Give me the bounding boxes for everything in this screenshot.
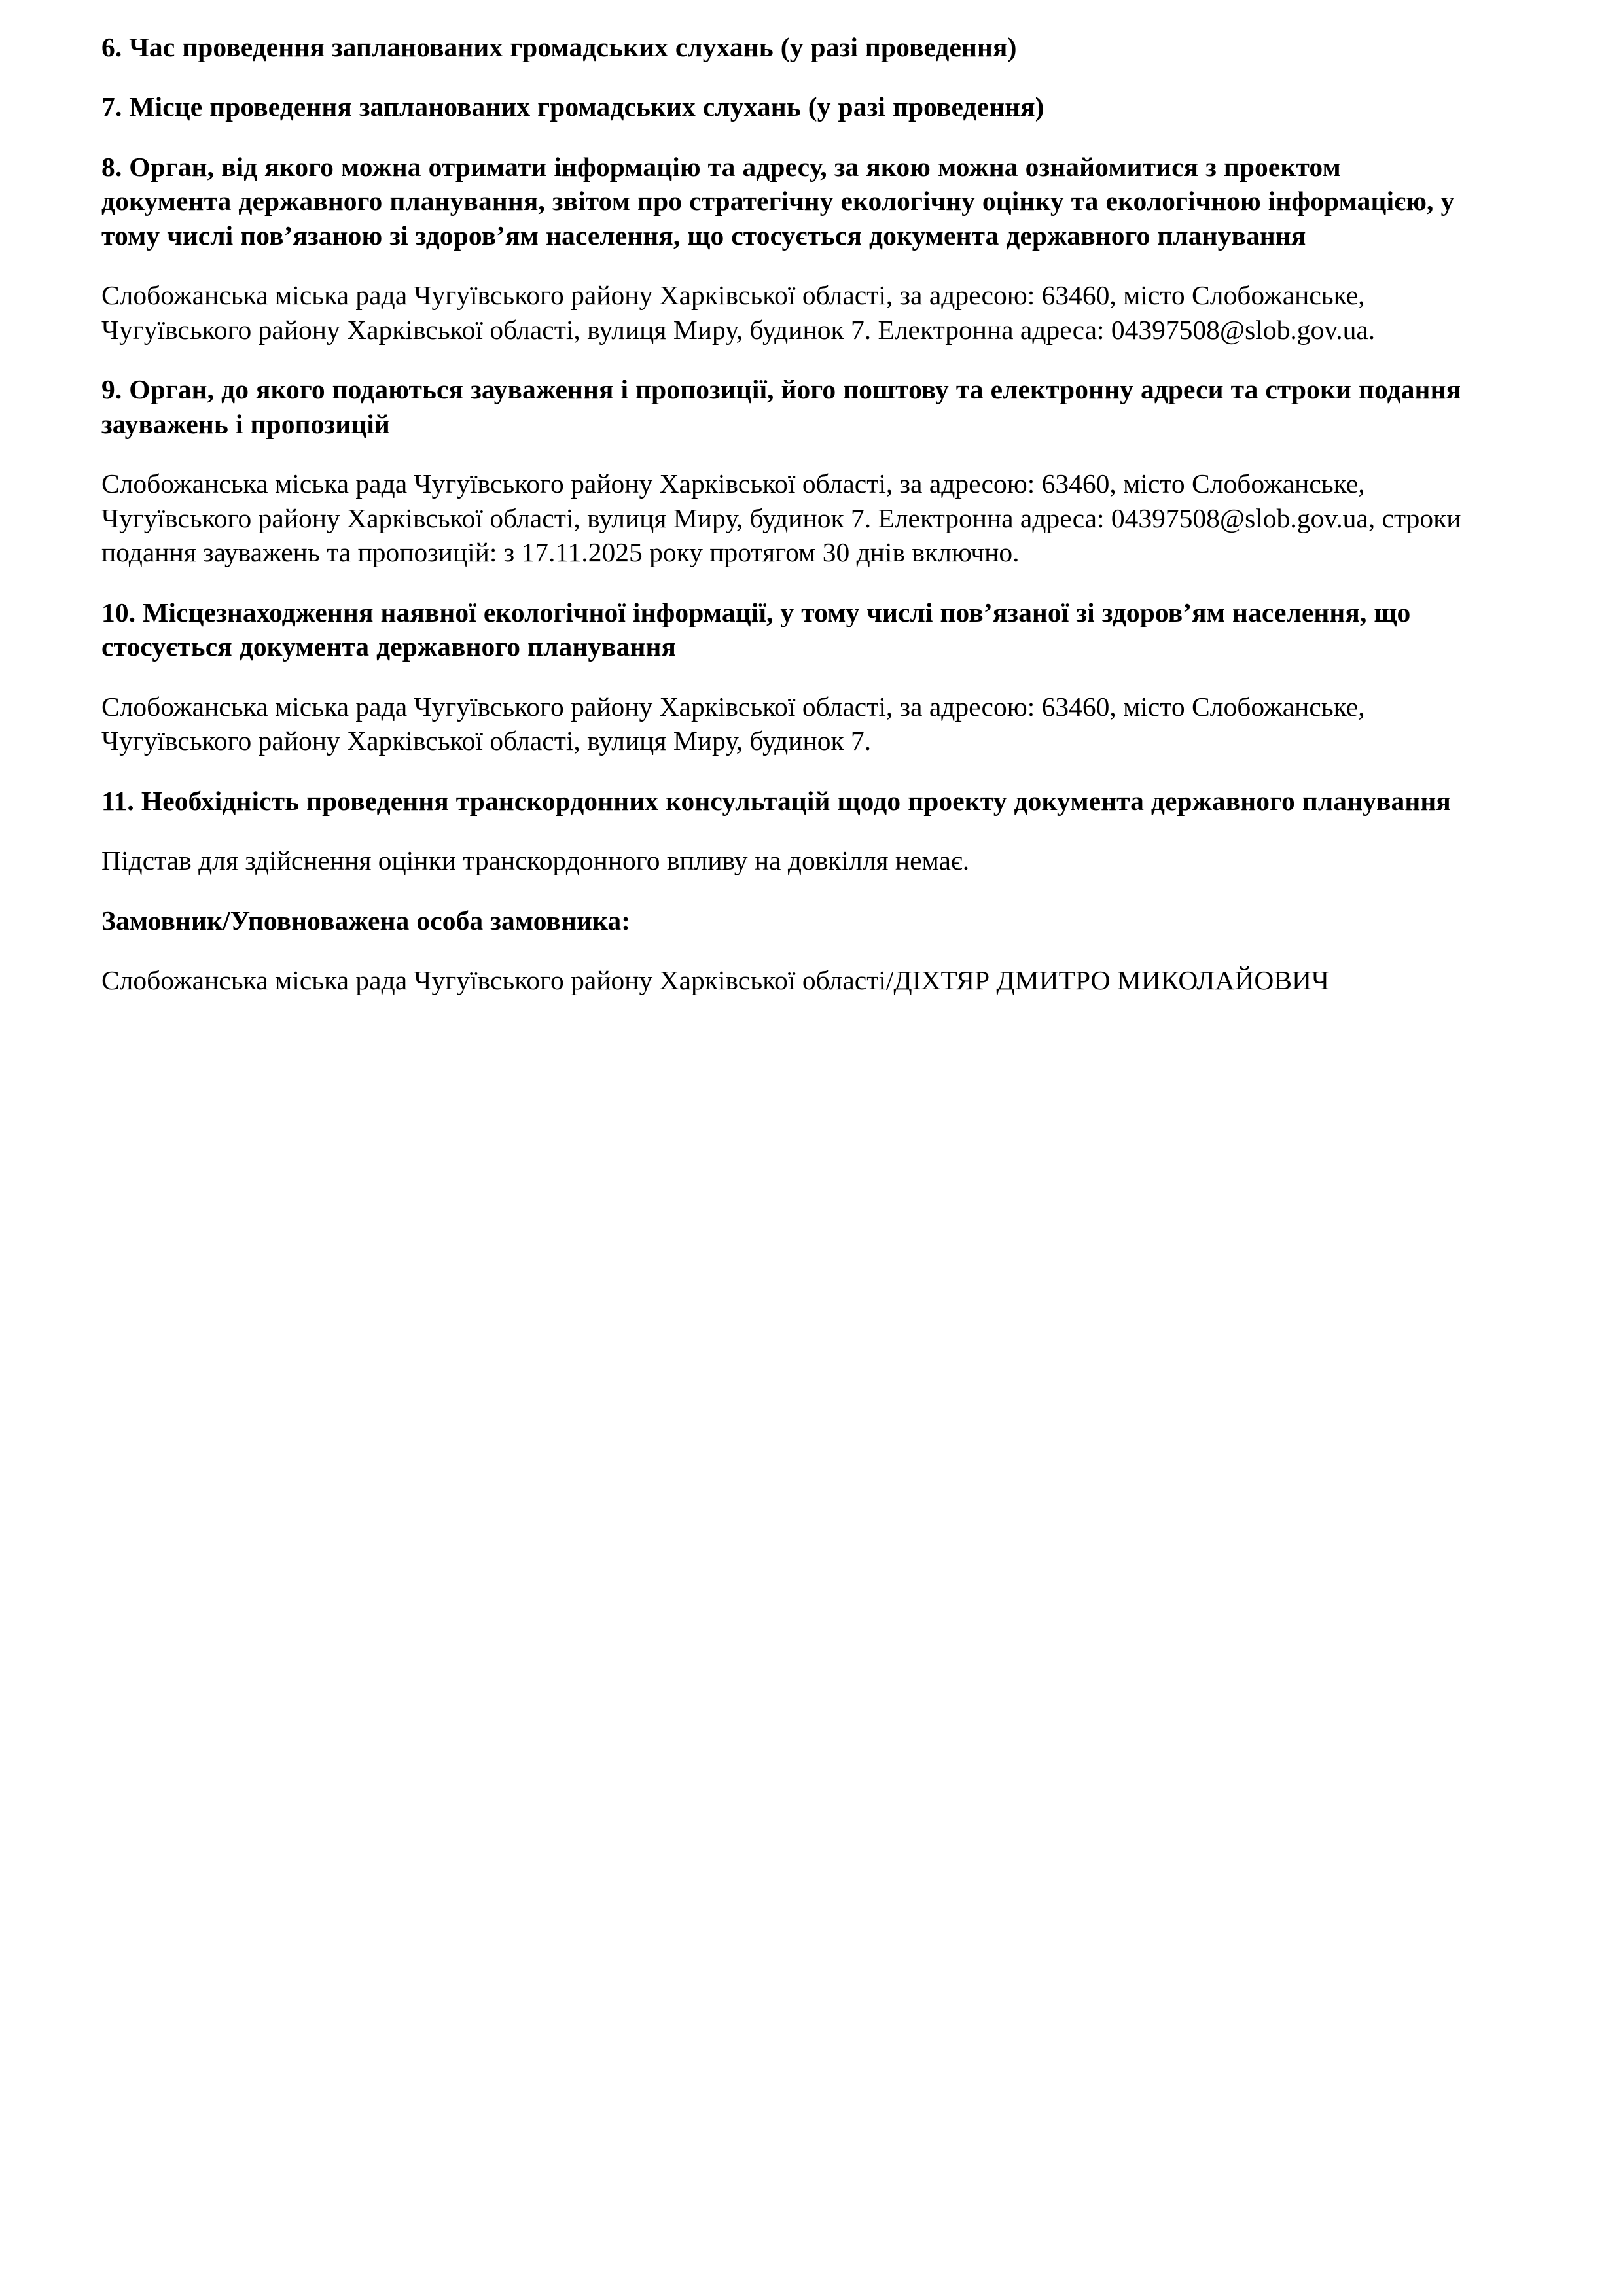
section-8-body-paragraph: Слобожанська міська рада Чугуївського району Харківської області, за адресою: 63460, місто Слобожанське, Чугуївського району Харківської області, вулиця Миру, будинок 7. Електронна адреса: 04397508@slob.gov.ua. <box>101 280 1376 345</box>
document-body <box>101 30 1469 998</box>
section-11-body-paragraph: Підстав для здійснення оцінки транскордонного впливу на довкілля немає. <box>101 845 970 876</box>
section-9-heading: 9. Орган, до якого подаються зауваження і пропозиції, його поштову та електронну адреси та строки подання зауважень і пропозицій <box>101 374 1461 439</box>
section-6-heading: 6. Час проведення запланованих громадських слухань (у разі проведення) <box>101 32 1017 62</box>
signatory-body-paragraph: Слобожанська міська рада Чугуївського району Харківської області/ДІХТЯР ДМИТРО МИКОЛАЙОВИЧ <box>101 965 1329 996</box>
section-10-body-paragraph: Слобожанська міська рада Чугуївського району Харківської області, за адресою: 63460, місто Слобожанське, Чугуївського району Харківської області, вулиця Миру, будинок 7. <box>101 691 1365 756</box>
signatory-heading: Замовник/Уповноважена особа замовника: <box>101 905 631 936</box>
section-11-heading: 11. Необхідність проведення транскордонних консультацій щодо проекту документа державного планування <box>101 785 1451 816</box>
section-8-heading: 8. Орган, від якого можна отримати інформацію та адресу, за якою можна ознайомитися з проектом документа державного планування, звітом про стратегічну екологічну оцінку та екологічною інформацією, у тому числі пов’язаною зі здоров’ям населення, що стосується документа державного планування <box>101 151 1455 251</box>
section-10-heading: 10. Місцезнаходження наявної екологічної інформації, у тому числі пов’язаної зі здоров’ям населення, що стосується документа державного планування <box>101 597 1411 662</box>
section-7-heading: 7. Місце проведення запланованих громадських слухань (у разі проведення) <box>101 92 1044 122</box>
section-9-body-paragraph: Слобожанська міська рада Чугуївського району Харківської області, за адресою: 63460, місто Слобожанське, Чугуївського району Харківської області, вулиця Миру, будинок 7. Електронна адреса: 04397508@slob.gov.ua, строки подання зауважень та пропозицій: з 17.11.2025 року протягом 30 днів включно. <box>101 468 1461 568</box>
